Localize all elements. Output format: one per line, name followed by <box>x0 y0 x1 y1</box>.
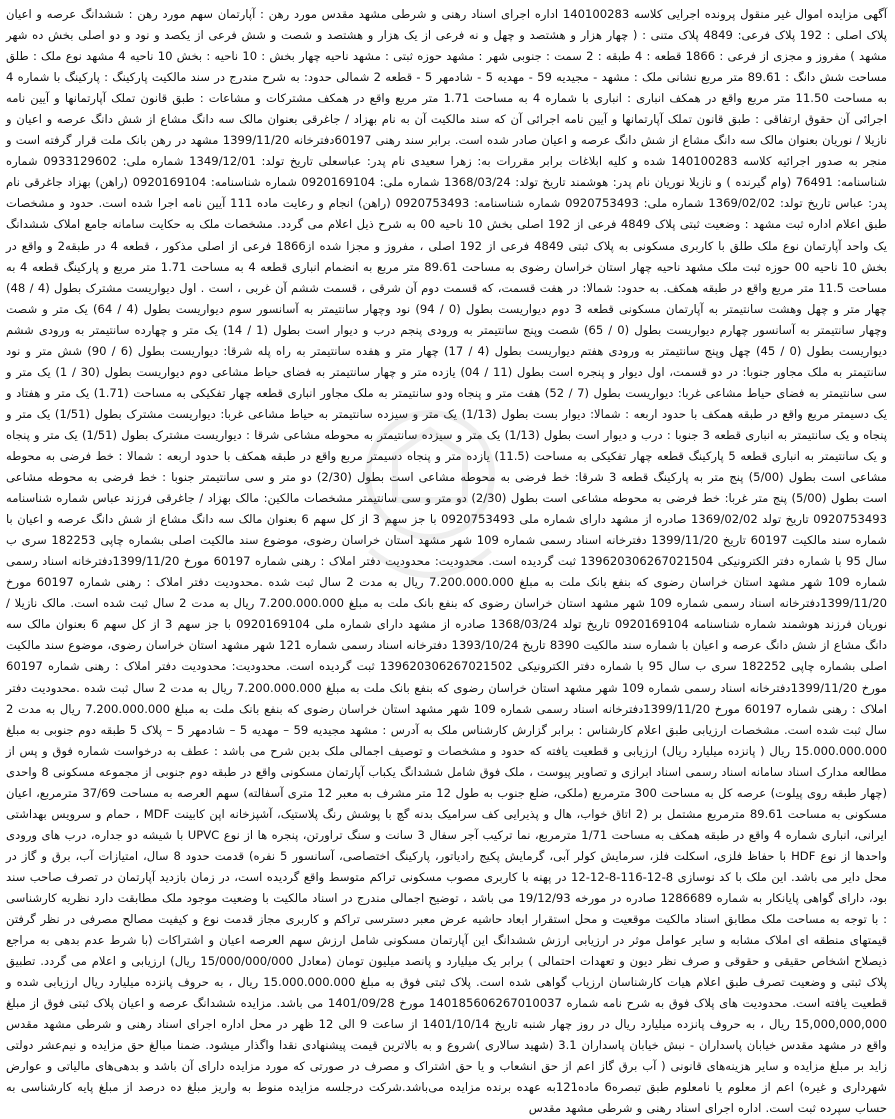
notice-document <box>6 4 888 1116</box>
auction-notice-text: آگهی مزایده اموال غیر منقول پرونده اجرایی کلاسه 140100283 اداره اجرای اسناد رهنی و شرطی مشهد مقدس مورد رهن : آپارتمان سهم مورد رهن : ششدانگ عرصه و اعیان پلاک اصلی : 192 پلاک فرعی: 4849 پلاک متنی : ( چهار هزار و هشتصد و چهل و نه فرعی از یک هزار و هشتصد و شصت و شش فرعی از یکصد و نود و دو اصلی بخش ده شهر مشهد ) مفروز و مجزی از فرعی : 1866 قطعه : 4 طبقه : 2 سمت : جنوبی شهر : مشهد حوزه ثبتی : مشهد ناحیه چهار بخش : 10 ناحیه : بخش 10 ناحیه 4 مشهد نوع ملک : طلق مساحت شش دانگ : 89.61 متر مربع نشانی ملک : مشهد - مجیدیه 59 - مهدیه 5 - شادمهر 5 - قطعه 2 شمالی حدود: به شرح مندرج در سند مالکیت پارکینگ : پارکینگ با شماره 4 به مساحت 11.50 متر مربع واقع در همکف انباری : انباری با شماره 4 به مساحت 1.71 متر مربع واقع در همکف مشترکات و مشاعات : طبق قانون تملک آپارتمانها و آیین نامه اجرائی آن حقوق ارتفاقی : طبق قانون تملک آپارتمانها و آیین نامه اجرائی آن که سند مالکیت آن به نام بهزاد / جاغرقی بعنوان مالک سه دانگ مشاع از شش دانگ عرصه و اعیان و نازیلا / نوریان بعنوان مالک سه دانگ مشاع از شش دانگ عرصه و اعیان صادر شده است. برابر سند رهنی 60197دفترخانه 1399/11/20 مشهد در رهن بانک ملت قرار گرفته است و منجر به صدور اجرائیه کلاسه 140100283 شده و کلیه ابلاغات برابر مقررات به: زهرا سعیدی نام پدر: عباسعلی تاریخ تولد: 1349/12/01 شماره ملی: 0933129602 شماره شناسنامه: 76491 (وام گیرنده ) و نازیلا نوریان نام پدر: هوشمند تاریخ تولد: 1368/03/24 شماره ملی: 0920169104 شماره شناسنامه: 0920169104 (راهن) بهزاد جاغرقی نام پدر: عباس تاریخ تولد: 1369/02/02 شماره ملی: 0920753493 شماره شناسنامه: 0920753493 (راهن) انجام و رعایت ماده 111 آیین نامه اجرا شده است. حدود و مشخصات طبق اعلام اداره ثبت مشهد : وضعیت ثبتی پلاک 4849 فرعی از 192 اصلی بخش 10 ناحیه 00 به شرح ذیل اعلام می گردد. مشخصات ملک به حکایت سامانه جامع املاک ششدانگ یک واحد آپارتمان نوع ملک طلق با کاربری مسکونی به پلاک ثبتی 4849 فرعی از 192 اصلی ، مفروز و مجزا شده از1866 فرعی از اصلی مذکور ، قطعه 4 در طبقه2 و واقع در بخش 10 ناحیه 00 حوزه ثبت ملک مشهد ناحیه چهار استان خراسان رضوی به مساحت 89.61 متر مربع به انضمام انباری قطعه 4 به مساحت 1.71 متر مربع و پارکینگ قطعه 4 به مساحت 11.5 متر مربع واقع در طبقه همکف. به حدود: شمالا: در هفت قسمت، که قسمت دوم آن شرقی ، قسمت ششم آن غربی ، است . اول دیواریست مشترک بطول (4 / 48) چهار متر و چهل وهشت سانتیمتر به آپارتمان مسکونی قطعه 3 دوم دیواریست بطول (0 / 94) نود وچهار سانتیمتر به آسانسور سوم دیواریست بطول (4 / 64) یک متر و شصت وچهار سانتیمتر به آسانسور چهارم دیواریست بطول (0 / 65) شصت وپنج سانتیمتر به ورودی پنجم درب و دیوار است بطول (1 / 14) یک متر و چهارده سانتیمتر به ورودی ششم دیواریست بطول (0 / 45) چهل وپنج سانتیمتر به ورودی هفتم دیواریست بطول (4 / 17) چهار متر و هفده سانتیمتر به راه پله شرقا: دیواریست بطول (6 / 90) شش متر و نود سانتیمتر به ملک مجاور جنوبا: در دو قسمت، اول دیوار و پنجره است بطول (11 / 04) یازده متر و چهار سانتیمتر به فضای حیاط مشاعی دوم دیواریست بطول (30 / 1) یک متر و سی سانتیمتر به فضای حیاط مشاعی غربا: دیواریست بطول (7 / 52) هفت متر و پنجاه ودو سانتیمتر به ملک مجاور انباری قطعه چهار تفکیکی به مساحت (1.71) یک متر و هفتاد و یک دسیمتر مربع واقع در طبقه همکف با حدود اربعه : شمالا: دیوار بست بطول (1/13) یک متر و سیزده سانتیمتر به حیاط مشاعی غربا: دیواریست مشترک بطول (1/51) یک متر و پنجاه و یک سانتیمتر به انباری قطعه 3 جنوبا : درب و دیوار است بطول (1/13) یک متر و سیزده سانتیمتر به محوطه مشاعی شرقا : دیواریست مشترک بطول (1/51) یک متر و پنجاه و یک سانتیمتر به انباری قطعه 5 پارکینگ قطعه چهار تفکیکی به مساحت (11.5) یازده متر و پنجاه دسیمتر مربع واقع در طبقه همکف با حدود اربعه : شمالا : خط فرضی به محوطه مشاعی است بطول (5/00) پنج متر به پارکینگ قطعه 3 شرقا: خط فرضی به محوطه مشاعی است بطول (2/30) دو متر و سی سانتیمتر جنوبا : خط فرضی به محوطه مشاعی است بطول (5/00) پنج متر غربا: خط فرضی به محوطه مشاعی است بطول (2/30) دو متر و سی سانتیمتر مشخصات مالکین: مالک بهزاد / جاغرقی فرزند عباس شماره شناسنامه 0920753493 تاریخ تولد 1369/02/02 صادره از مشهد دارای شماره ملی 0920753493 با جز سهم 3 از کل سهم 6 بعنوان مالک سه دانگ مشاع از شش دانگ عرصه و اعیان با شماره سند مالکیت 60197 تاریخ 1399/11/20 دفترخانه اسناد رسمی شماره 109 شهر مشهد استان خراسان رضوی، موضوع سند مالکیت اصلی بشماره چاپی 182253 سری ب سال 95 با شماره دفتر الکترونیکی 139620306267021504 ثبت گردیده است. محدودیت: محدودیت دفتر املاک : رهنی شماره 60197 مورخ 1399/11/20دفترخانه اسناد رسمی شماره 109 شهر مشهد استان خراسان رضوی که بنفع بانک ملت به مبلغ 7.200.000.000 ریال به مدت 2 سال ثبت شده .محدودیت دفتر املاک : رهنی شماره 60197 مورخ 1399/11/20دفترخانه اسناد رسمی شماره 109 شهر مشهد استان خراسان رضوی که بنفع بانک ملت به مبلغ 7.200.000.000 ریال به مدت 2 سال ثبت شده است. مالک نازیلا / نوریان فرزند هوشمند شماره شناسنامه 0920169104 تاریخ تولد 1368/03/24 صادره از مشهد دارای شماره ملی 0920169104 با جز سهم 3 از کل سهم 6 بعنوان مالک سه دانگ مشاع از شش دانگ عرصه و اعیان با شماره سند مالکیت 8390 تاریخ 1393/10/24 دفترخانه اسناد رسمی شماره 121 شهر مشهد استان خراسان رضوی، موضوع سند مالکیت اصلی بشماره چاپی 182252 سری ب سال 95 با شماره دفتر الکترونیکی 139620306267021502 ثبت گردیده است. محدودیت: محدودیت دفتر املاک : رهنی شماره 60197 مورخ 1399/11/20دفترخانه اسناد رسمی شماره 109 شهر مشهد استان خراسان رضوی که بنفع بانک ملت به مبلغ 7.200.000.000 ریال به مدت 2 سال ثبت شده .محدودیت دفتر املاک : رهنی شماره 60197 مورخ 1399/11/20دفترخانه اسناد رسمی شماره 109 شهر مشهد استان خراسان رضوی که بنفع بانک ملت به مبلغ 7.200.000.000 ریال به مدت 2 سال ثبت شده است. مشخصات ارزیابی طبق اعلام کارشناس : برابر گزارش کارشناس ملک به آدرس : مشهد مجیدیه 59 – مهدیه 5 – شادمهر 5 – پلاک 5 طبقه دوم جنوبی به مبلغ 15.000.000.000 ریال ( پانزده میلیارد ریال) ارزیابی و قطعیت یافته که حدود و مشخصات و توصیف اجمالی ملک بدین شرح می باشد : عطف به درخواست شماره فوق و پس از مطالعه مدارک اسناد سامانه اسناد رسمی اسناد ابرازی و تصاویر پیوست ، ملک فوق شامل ششدانگ یکباب آپارتمان مسکونی واقع در طبقه دوم جنوبی از مجموعه مسکونی 8 واحدی (چهار طبقه روی پیلوت) عرصه کل به مساحت 300 مترمربع (ملکی، ضلع جنوب به طول 12 متر مشرف به معبر 12 متری آسفالته) سهم العرصه به مساحت 37/69 مترمربع، اعیان مسکونی به مساحت 89.61 مترمربع مشتمل بر (2 اتاق خواب، هال و پذیرایی کف سرامیک بدنه گچ با پوشش رنگ پلاستیک، آشپزخانه اپن کابینت MDF ، حمام و سرویس بهداشتی ایرانی، انباری شماره 4 واقع در طبقه همکف به مساحت 1/71 مترمربع، نما ترکیب آجر سفال 3 سانت و سنگ تراورتن، پنجره ها از نوع UPVC با شیشه دو جداره، درب های ورودی واحدها از نوع HDF با حفاظ فلزی، اسکلت فلز، سرمایش کولر آبی، گرمایش پکیج رادیاتور، پارکینگ اختصاصی، آسانسور 5 نفره) قدمت حدود 8 سال، امتیازات آب، برق و گاز در محل دایر می باشد. این ملک با کد نوسازی 8-12-116-8-12-12 در پهنه با کاربری مصوب مسکونی تراکم متوسط واقع گردیده است، در زمان بازدید آپارتمان در تصرف صاحب سند بود، دارای گواهی پایانکار به شماره 1286689 صادره در مورخه 19/12/93 می باشد ، توضیح اجمالی مندرج در اسناد مالکیت با وضعیت موجود ملک مطابقت دارد نظریه کارشناسی : با توجه به مساحت ملک مطابق اسناد مالکیت موقعیت و محل استقرار ابعاد حاشیه عرض معبر دسترسی تراکم و کاربری مجاز قدمت نوع و کیفیت مصالح مصرفی در نظر گرفتن قیمتهای منطقه ای املاک مشابه و سایر عوامل موثر در ارزیابی ارزش ششدانگ این آپارتمان مسکونی شامل ارزش سهم العرصه اعیان و اشتراکات (با شرط عدم بدهی به مراجع ذیصلاح اشخاص حقیقی و حقوقی و صرف نظر دیون و تعهدات احتمالی ) برابر یک میلیارد و پانصد میلیون تومان (معادل 15/000/000/000 ریال) ارزیابی و اعلام می گردد. تطبیق پلاک ثبتی و وضعیت تصرف طبق اعلام هیات کارشناسان ارزیاب گواهی شده است. پلاک ثبتی فوق به مبلغ 15.000.000.000 ریال ، به حروف پانزده میلیارد ریال ارزیابی شده و قطعیت یافته است. محدودیت های پلاک فوق به شرح نامه شماره 140185606267010037 مورخ 1401/09/28 می باشد. مزایده ششدانگ عرصه و اعیان پلاک ثبتی فوق از مبلغ 15,000,000,000 ریال ، به حروف پانزده میلیارد ریال در روز چهار شنبه تاریخ 1401/10/14 از ساعت 9 الی 12 ظهر در محل اداره اجرای اسناد رهنی و شرطی مشهد مقدس واقع در مشهد مقدس خیابان پاسداران - نبش خیابان پاسداران 3.1 (شهید سالاری )شروع و به بالاترین قیمت پیشنهادی نقدا واگذار میشود. ضمنا مبالغ حق مزایده و نیم‌عشر دولتی زاید بر مبلغ مزایده و سایر هزینه‌های قانونی ( آب برق گاز اعم از حق انشعاب و یا حق اشتراک و مصرف در صورتی که مورد مزایده دارای آن باشد و بدهی‌های مالیاتی و عوارض شهرداری و غیره) اعم از معلوم یا نامعلوم طبق تبصره6 ماده121به عهده برنده مزایده می‌باشد.شرکت درجلسه مزایده منوط به واریز مبلغ ده درصد از مبلغ پایه کارشناسی به حساب سپرده ثبت است. اداره اجرای اسناد رهنی و شرطی مشهد مقدس <box>6 7 888 1116</box>
